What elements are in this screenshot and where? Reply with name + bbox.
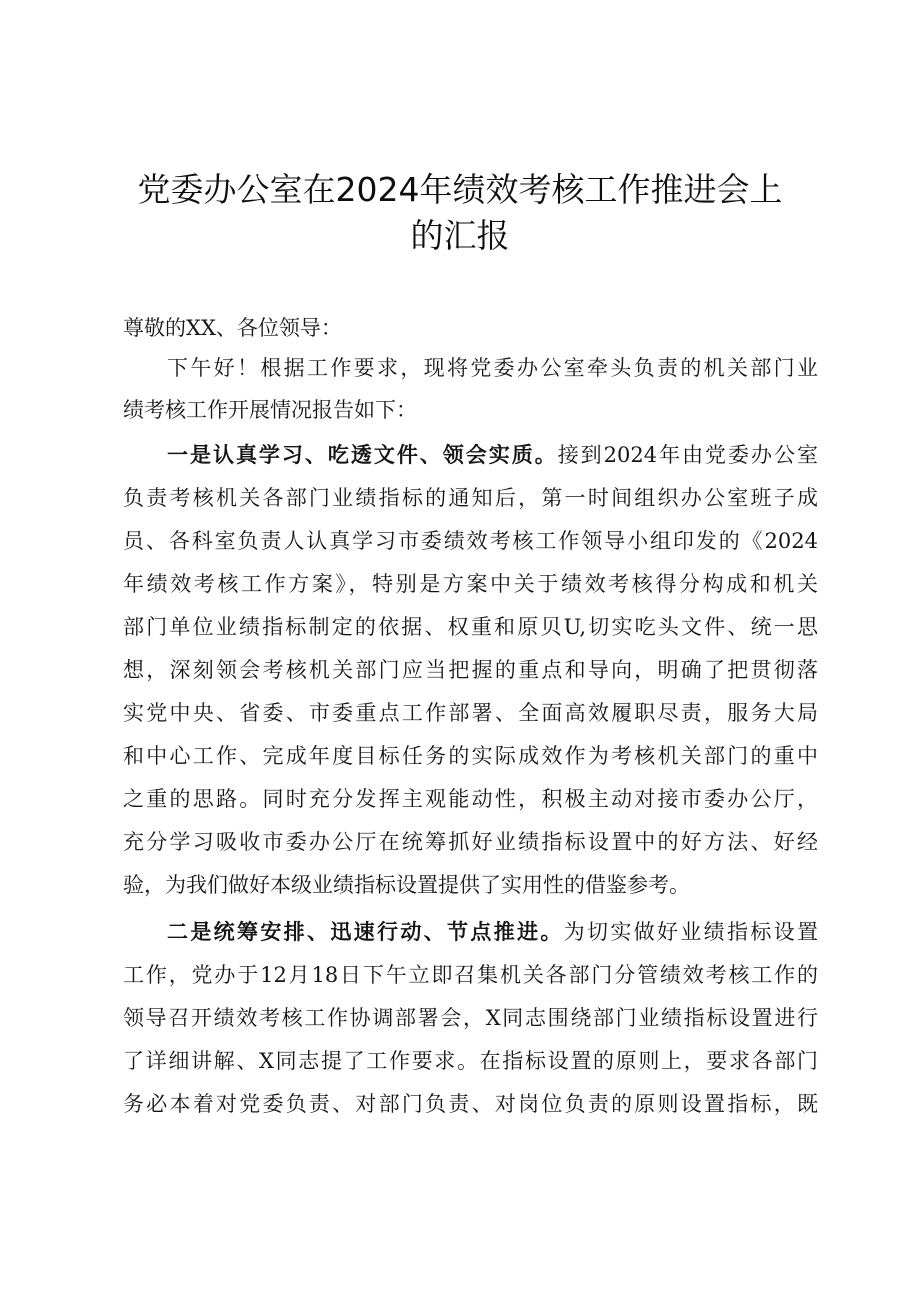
para2-line-11: 验，为我们做好本级业绩指标设置提供了实用性的借鉴参考。 [123, 873, 690, 897]
para3-line-4: 了详细讲解、X同志提了工作要求。在指标设置的原则上，要求各部门 [123, 1049, 818, 1073]
para3-heading: 二是统筹安排、迅速行动、节点推进。 [167, 919, 564, 944]
para2-line-7: 实党中央、省委、市委重点工作部署、全面高效履职尽责，服务大局 [123, 701, 818, 725]
para2-line-9: 之重的思路。同时充分发挥主观能动性，积极主动对接市委办公厅， [123, 787, 818, 811]
para2-line-3: 员、各科室负责人认真学习市委绩效考核工作领导小组印发的《2024 [123, 529, 818, 553]
para2-line-1 [167, 435, 818, 475]
para2-line-8: 和中心工作、完成年度目标任务的实际成效作为考核机关部门的重中 [123, 744, 818, 768]
para2-line-5: 部门单位业绩指标制定的依据、权重和原贝U,切实吃头文件、统一思 [123, 615, 818, 639]
document-title-line-1: 党委办公室在2024年绩效考核工作推进会上 [137, 170, 783, 209]
para3-first-rest: 为切实做好业绩指标设置 [563, 920, 819, 944]
para2-line-10: 充分学习吸收市委办公厅在统筹抓好业绩指标设置中的好方法、好经 [123, 830, 818, 854]
para3-line-1 [167, 912, 818, 952]
para3-line-2: 工作，党办于12月18日下午立即召集机关各部门分管绩效考核工作的 [123, 963, 818, 987]
para2-line-2: 负责考核机关各部门业绩指标的通知后，第一时间组织办公室班子成 [123, 486, 818, 510]
para2-line-4: 年绩效考核工作方案》，特别是方案中关于绩效考核得分构成和机关 [123, 572, 818, 596]
para2-line-6: 想，深刻领会考核机关部门应当把握的重点和导向，明确了把贯彻落 [123, 658, 818, 682]
para1-line-2: 绩考核工作开展情况报告如下： [123, 398, 417, 422]
para2-heading: 一是认真学习、吃透文件、领会实质。 [167, 442, 558, 467]
para3-line-5: 务必本着对党委负责、对部门负责、对岗位负责的原则设置指标，既 [123, 1092, 818, 1116]
para1-line-1: 下午好！根据工作要求，现将党委办公室牵头负责的机关部门业 [167, 356, 818, 380]
para3-line-3: 领导召开绩效考核工作协调部署会，X同志围绕部门业绩指标设置进行 [123, 1006, 818, 1030]
salutation: 尊敬的XX、各位领导： [123, 316, 342, 340]
para2-first-rest: 接到2024年由党委办公室 [557, 443, 818, 467]
document-title-line-2: 的汇报 [410, 216, 510, 255]
